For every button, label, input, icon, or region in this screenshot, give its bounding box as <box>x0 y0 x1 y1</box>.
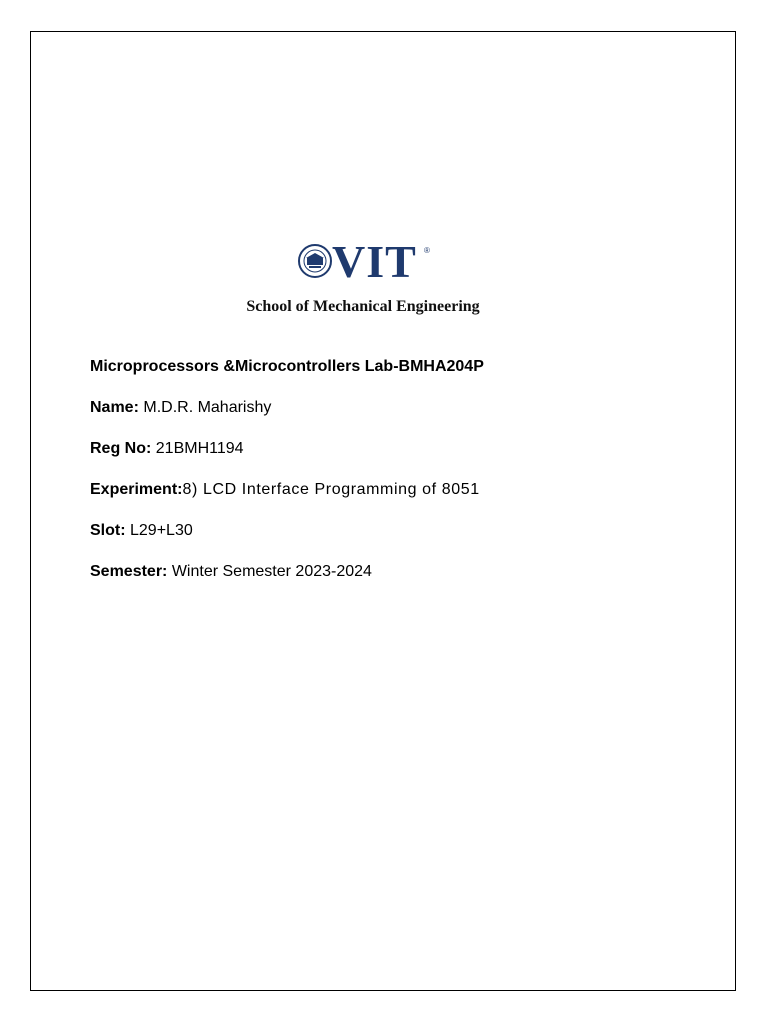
vit-wordmark: VIT <box>332 236 417 287</box>
semester-row <box>90 561 710 583</box>
name-row <box>90 397 710 419</box>
name-value: M.D.R. Maharishy <box>143 399 272 416</box>
reg-no-label: Reg No: <box>90 440 152 457</box>
slot-label: Slot: <box>90 522 126 539</box>
experiment-value: 8) LCD Interface Programming of 8051 <box>182 481 480 498</box>
slot-value: L29+L30 <box>130 522 193 539</box>
reg-no-value: 21BMH1194 <box>155 440 244 457</box>
experiment-label: Experiment: <box>90 481 183 498</box>
lab-title: Microprocessors &Microcontrollers Lab-BMHA204P <box>90 358 484 375</box>
slot-row <box>90 520 710 542</box>
semester-label: Semester: <box>90 563 168 580</box>
registered-mark: ® <box>424 246 430 255</box>
semester-value: Winter Semester 2023-2024 <box>171 563 372 580</box>
reg-no-row <box>90 438 710 460</box>
school-name: School of Mechanical Engineering <box>246 298 480 315</box>
cover-details <box>90 356 710 602</box>
name-label: Name: <box>90 399 139 416</box>
vit-logo <box>232 236 494 322</box>
experiment-row <box>90 479 710 501</box>
vit-seal-icon <box>298 244 332 278</box>
